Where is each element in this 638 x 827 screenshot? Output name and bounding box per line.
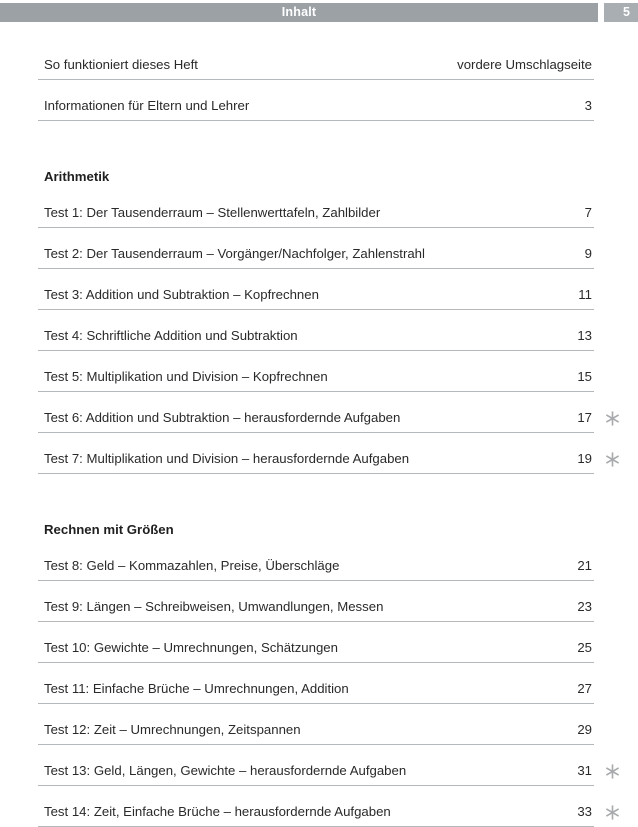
page-number: 5 (623, 5, 630, 19)
page-header (0, 3, 638, 22)
row-spacer (38, 433, 638, 442)
challenge-star-icon (604, 763, 622, 781)
toc-entry-title: Test 12: Zeit – Umrechnungen, Zeitspannen (44, 722, 301, 737)
toc-entry[interactable] (38, 549, 594, 581)
section-spacer (38, 121, 638, 167)
row-spacer (38, 745, 638, 754)
toc-entry-title: Test 11: Einfache Brüche – Umrechnungen, Addition (44, 681, 349, 696)
toc-entry[interactable] (38, 401, 594, 433)
toc-entry-title: Test 6: Addition und Subtraktion – herausfordernde Aufgaben (44, 410, 401, 425)
toc-entry-title: So funktioniert dieses Heft (44, 57, 198, 72)
challenge-star-icon (604, 804, 622, 822)
toc-entry-page-number: 23 (577, 599, 592, 614)
row-spacer (38, 663, 638, 672)
toc-entry-title: Test 14: Zeit, Einfache Brüche – herausfordernde Aufgaben (44, 804, 391, 819)
toc-entry-page-number: 13 (577, 328, 592, 343)
section-heading: Rechnen mit Größen (44, 522, 174, 537)
row-spacer (38, 704, 638, 713)
toc-entry[interactable] (38, 360, 594, 392)
toc-entry-page-number: 19 (577, 451, 592, 466)
toc-entry-title: Test 5: Multiplikation und Division – Kopfrechnen (44, 369, 328, 384)
toc-entry-title: Test 4: Schriftliche Addition und Subtraktion (44, 328, 298, 343)
heading-spacer (38, 539, 638, 549)
toc-entry-title: Test 7: Multiplikation und Division – herausfordernde Aufgaben (44, 451, 410, 466)
toc-entry[interactable] (38, 754, 594, 786)
toc-entry-page-number: 31 (577, 763, 592, 778)
row-spacer (38, 310, 638, 319)
toc-entry-page-number: 3 (584, 98, 592, 113)
toc-entry-title: Informationen für Eltern und Lehrer (44, 98, 250, 113)
section-spacer (38, 474, 638, 520)
toc-entry-title: Test 3: Addition und Subtraktion – Kopfrechnen (44, 287, 319, 302)
challenge-star-icon (604, 410, 622, 428)
toc-entry[interactable] (38, 48, 594, 80)
row-spacer (38, 269, 638, 278)
toc-entry[interactable] (38, 89, 594, 121)
toc-entry-page-number: 11 (578, 287, 592, 302)
toc-entry[interactable] (38, 278, 594, 310)
toc-entry[interactable] (38, 590, 594, 622)
toc-entry-page-number: 15 (577, 369, 592, 384)
toc-entry-page-number: 21 (577, 558, 592, 573)
row-spacer (38, 786, 638, 795)
toc-entry-page-number: 27 (577, 681, 592, 696)
section-heading: Arithmetik (44, 169, 110, 184)
toc-entry-page-number: 9 (584, 246, 592, 261)
row-spacer (38, 622, 638, 631)
toc-entry[interactable] (38, 442, 594, 474)
toc-entry-page-number: vordere Umschlagseite (457, 57, 592, 72)
toc-entry-title: Test 1: Der Tausenderraum – Stellenwerttafeln, Zahlbilder (44, 205, 381, 220)
toc-entry-title: Test 13: Geld, Längen, Gewichte – herausfordernde Aufgaben (44, 763, 407, 778)
toc-entry-page-number: 17 (577, 410, 592, 425)
heading-spacer (38, 186, 638, 196)
toc-entry-page-number: 33 (577, 804, 592, 819)
table-of-contents (38, 48, 638, 827)
toc-entry-page-number: 29 (577, 722, 592, 737)
challenge-star-icon (604, 451, 622, 469)
toc-entry-title: Test 9: Längen – Schreibweisen, Umwandlungen, Messen (44, 599, 384, 614)
row-spacer (38, 392, 638, 401)
row-spacer (38, 228, 638, 237)
toc-entry-title: Test 10: Gewichte – Umrechnungen, Schätzungen (44, 640, 338, 655)
page-title: Inhalt (281, 5, 317, 19)
row-spacer (38, 581, 638, 590)
toc-entry-title: Test 8: Geld – Kommazahlen, Preise, Überschläge (44, 558, 340, 573)
row-spacer (38, 80, 638, 89)
toc-entry[interactable] (38, 196, 594, 228)
row-spacer (38, 351, 638, 360)
toc-entry[interactable] (38, 319, 594, 351)
toc-entry-page-number: 25 (577, 640, 592, 655)
toc-entry[interactable] (38, 713, 594, 745)
toc-entry-title: Test 2: Der Tausenderraum – Vorgänger/Nachfolger, Zahlenstrahl (44, 246, 425, 261)
toc-entry[interactable] (38, 631, 594, 663)
toc-entry[interactable] (38, 237, 594, 269)
toc-entry[interactable] (38, 795, 594, 827)
toc-entry-page-number: 7 (584, 205, 592, 220)
toc-entry[interactable] (38, 672, 594, 704)
